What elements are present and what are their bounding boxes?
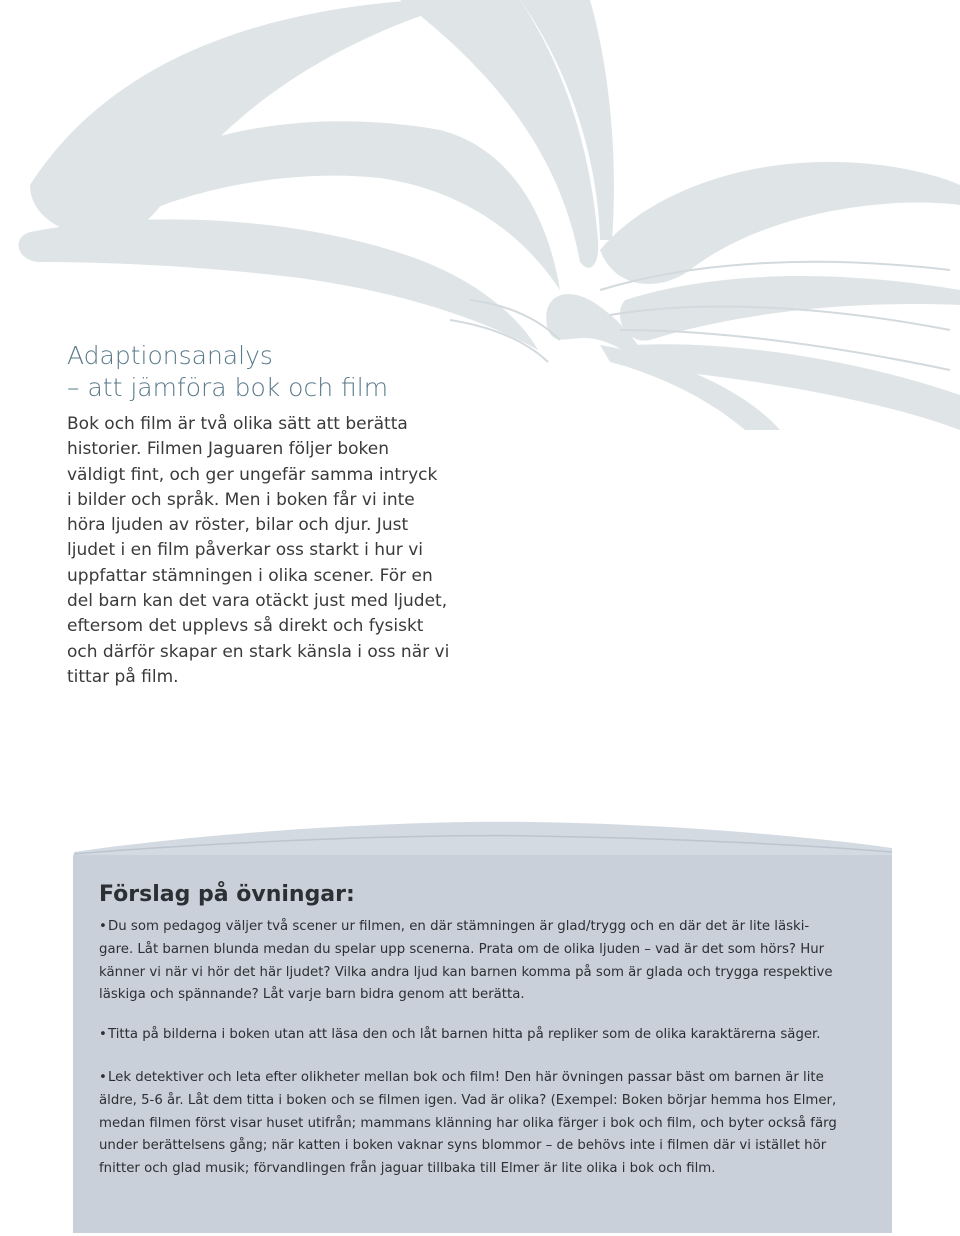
exercise-line: fnitter och glad musik; förvandlingen från jaguar tillbaka till Elmer är lite olika i bok och film.	[99, 1161, 716, 1177]
bullet-icon: •	[99, 1070, 107, 1085]
intro-line: i bilder och språk. Men i boken får vi inte	[67, 489, 415, 510]
bullet-icon: •	[99, 1027, 107, 1042]
exercises-box	[73, 855, 892, 1233]
intro-line: Bok och film är två olika sätt att berätta	[67, 414, 408, 434]
intro-line: höra ljuden av röster, bilar och djur. Just	[67, 515, 409, 536]
exercise-line: läskiga och spännande? Låt varje barn bidra genom att berätta.	[99, 987, 525, 1003]
exercise-item	[99, 916, 889, 1007]
exercises-heading: Förslag på övningar:	[99, 882, 355, 907]
bullet-icon: •	[99, 919, 107, 934]
intro-paragraph	[67, 412, 467, 690]
exercise-line	[99, 1024, 889, 1047]
exercise-line: äldre, 5-6 år. Låt dem titta i boken och se filmen igen. Vad är olika? (Exempel: Boken börjar hemma hos Elmer,	[99, 1092, 837, 1108]
page-title	[67, 340, 487, 404]
title-line-2: – att jämföra bok och film	[67, 373, 389, 402]
title-line-1: Adaptionsanalys	[67, 341, 273, 370]
intro-line: väldigt fint, och ger ungefär samma intryck	[67, 464, 438, 485]
exercise-line	[99, 916, 889, 939]
exercise-line: under berättelsens gång; när katten i boken vaknar syns blommor – de behövs inte i filmen där vi istället hör	[99, 1138, 827, 1154]
intro-line: del barn kan det vara otäckt just med ljudet,	[67, 591, 448, 612]
intro-line: tittar på film.	[67, 666, 179, 687]
intro-line: eftersom det upplevs så direkt och fysiskt	[67, 616, 424, 637]
exercise-line: känner vi när vi hör det här ljudet? Vilka andra ljud kan barnen komma på som är glada och trygga respektive	[99, 964, 833, 980]
intro-line: uppfattar stämningen i olika scener. För en	[67, 565, 433, 586]
exercise-line	[99, 1067, 889, 1090]
exercise-item	[99, 1067, 889, 1181]
exercise-line: gare. Låt barnen blunda medan du spelar upp scenerna. Prata om de olika ljuden – vad är det som hörs? Hur	[99, 941, 825, 957]
exercise-item	[99, 1024, 889, 1047]
intro-line: ljudet i en film påverkar oss starkt i hur vi	[67, 540, 423, 561]
intro-line: och därför skapar en stark känsla i oss när vi	[67, 641, 450, 662]
intro-line: historier. Filmen Jaguaren följer boken	[67, 439, 390, 460]
exercise-line: medan filmen först visar huset utifrån; mammans klänning har olika färger i bok och film, och byter också färg	[99, 1115, 837, 1131]
exercise-text: Lek detektiver och leta efter olikheter mellan bok och film! Den här övningen passar bäst om barnen är lite	[108, 1070, 824, 1085]
exercise-text: Du som pedagog väljer två scener ur filmen, en där stämningen är glad/trygg och en där det är lite läski-	[108, 919, 810, 934]
exercise-text: Titta på bilderna i boken utan att läsa den och låt barnen hitta på repliker som de olika karaktärerna säger.	[108, 1027, 821, 1042]
book-page-left-3	[19, 219, 538, 350]
